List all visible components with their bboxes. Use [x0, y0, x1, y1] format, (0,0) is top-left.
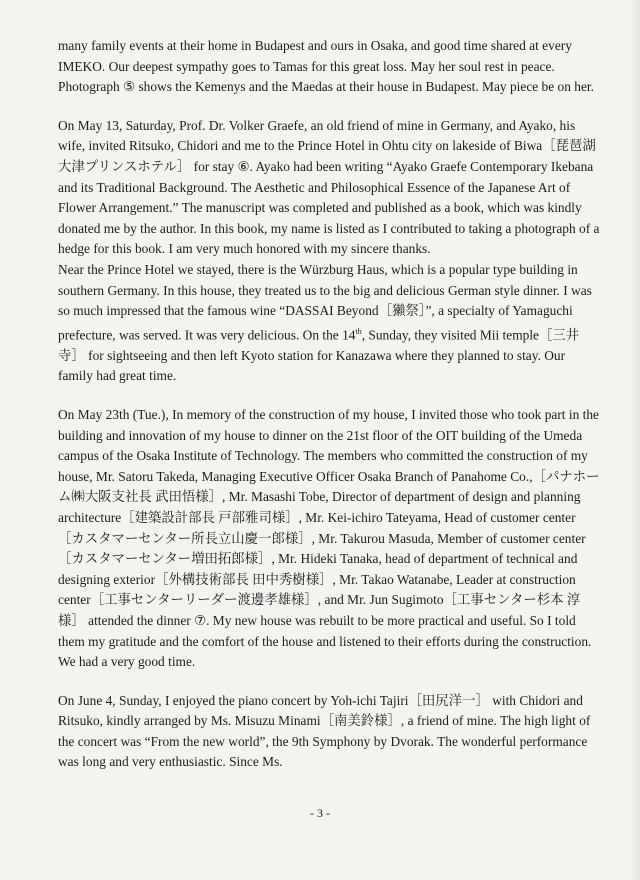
paragraph-piano-concert: On June 4, Sunday, I enjoyed the piano concert by Yoh-ichi Tajiri［田尻洋一］ with Chidori and Ritsuko, kindly arranged by Ms. Misuzu Minami［南美鈴様］, a friend of mine. The high light of the concert was “From the new world”, the 9th Symphony by Dvorak. The wonderful performance was long and very enthusiastic. Since Ms. — [58, 692, 591, 770]
paragraph-graefe-visit: On May 13, Saturday, Prof. Dr. Volker Graefe, an old friend of mine in Germany, and Ayako, his wife, invited Ritsuko, Chidori and me to the Prince Hotel in Ohtu city on lakeside of Biwa［琵琶湖大津プリンスホテル］ for stay ⑥. Ayako had been writing “Ayako Graefe Contemporary Ikebana and its Traditional Background. The Aesthetic and Philosophical Essence of the Japanese Art of Flower Arrangement.” The manuscript was completed and published as a book, which was kindly donated me by the author. In this book, my name is listed as I contributed to taking a photograph of a hedge for this book. I am very much honored with my sincere thanks. — [58, 117, 600, 257]
paragraph-wurzburg-haus: Near the Prince Hotel we stayed, there is the Würzburg Haus, which is a popular type building in southern Germany. In this house, they treated us to the big and delicious German style dinner. I was so much impressed that the famous wine “DASSAI Beyond［獺祭］”, a specialty of Yamaguchi prefecture, was served. It was very delicious. On the 14th, Sunday, they visited Mii temple［三井寺］ for sightseeing and then left Kyoto station for Kanazawa where they planned to stay. Our family had great time. — [58, 261, 592, 384]
page-edge-shadow — [630, 0, 640, 880]
paragraph-house-construction-dinner: On May 23th (Tue.), In memory of the construction of my house, I invited those who took part in the building and innovation of my house to dinner on the 21st floor of the OIT building of the Umeda campus of the Osaka Institute of Technology. The members who committed the construction of my house, Mr. Satoru Takeda, Managing Executive Officer Osaka Branch of Panahome Co.,［パナホーム㈱大阪支社長 武田悟様］, Mr. Masashi Tobe, Director of department of design and planning architecture［建築設計部長 戸部雅司様］, Mr. Kei-ichiro Tateyama, Head of customer center［カスタマーセンター所長立山慶一郎様］, Mr. Takurou Masuda, Member of customer center［カスタマーセンター増田拓郎様］, Mr. Hideki Tanaka, head of department of technical and designing exterior［外構技術部長 田中秀樹様］, Mr. Takao Watanabe, Leader at construction center［工事センターリーダー渡邊孝雄様］, and Mr. Jun Sugimoto［工事センター杉本 淳 様］ attended the dinner ⑦. My new house was rebuilt to be more practical and useful. So I told them my gratitude and the comfort of the house and listened to their efforts during the construction. We had a very good time. — [58, 406, 600, 670]
page-number: - 3 - — [310, 806, 330, 820]
ordinal-suffix: th — [355, 326, 362, 336]
paragraph-kemeny-memorial: many family events at their home in Budapest and ours in Osaka, and good time shared at every IMEKO. Our deepest sympathy goes to Tamas for this great loss. May her soul rest in peace. Photograph ⑤ shows the Kemenys and the Maedas at their house in Budapest. May piece be on her. — [58, 38, 594, 95]
